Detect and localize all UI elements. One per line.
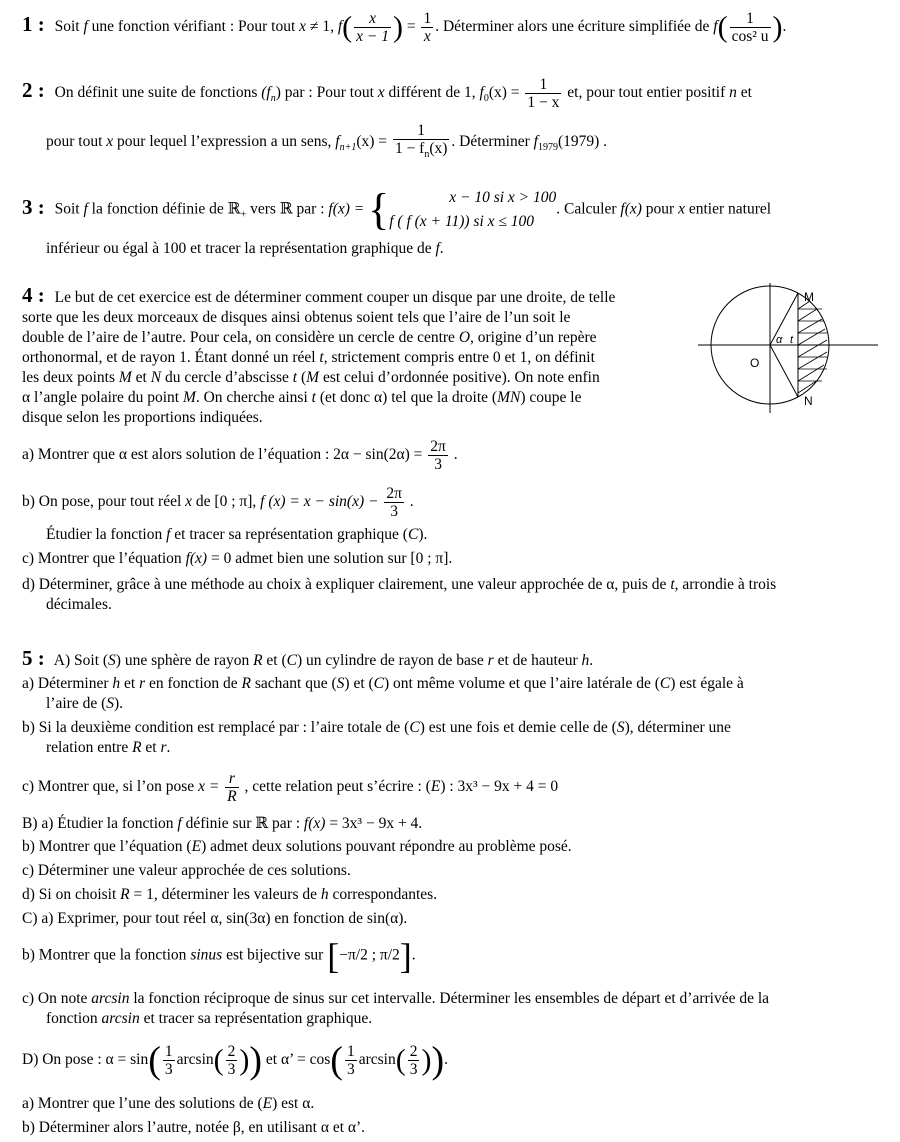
exercise-4-intro [22, 285, 692, 428]
ex2-fn1-frac [393, 122, 449, 163]
ex5-r: R [132, 739, 142, 756]
ex4-m: M [118, 369, 132, 386]
ex3-f: f [435, 240, 440, 257]
ex5-r: R [241, 675, 251, 692]
ex3-f: f [83, 200, 88, 218]
ex4-fx: f(x) [185, 550, 208, 567]
ex5-D [22, 1039, 448, 1082]
ex1-f2-num: 1 [730, 10, 771, 28]
ex5-interval: −π/2 ; π/2 [339, 946, 400, 964]
ex2-text: et, pour tout entier positif [563, 84, 730, 102]
paren-right: ) [239, 1043, 250, 1077]
ex2-fn: (f [261, 84, 271, 102]
ex4-text: Étudier la fonction [46, 526, 167, 543]
ex4-b-den: 3 [390, 503, 398, 520]
exercise-2-line-1 [22, 76, 752, 111]
ex5-text: est bijective sur [222, 946, 328, 964]
ex4-text: , arrondie à trois [674, 576, 777, 593]
ex2-f0-frac [525, 76, 561, 111]
ex4-t: t [311, 389, 316, 406]
ex3-x: x [678, 200, 685, 218]
ex5-text: b) Déterminer alors l’autre, notée β, en utilisant α et α’. [22, 1119, 366, 1136]
ex2-fn1-den-x: (x) [429, 140, 448, 157]
ex4-a-frac [428, 438, 448, 473]
ex4-m: M [182, 389, 196, 406]
ex5-r: r [487, 652, 494, 669]
ex4-b-text: b) On pose, pour tout réel [22, 493, 186, 511]
ex4-m: M [306, 369, 320, 386]
label-m: M [804, 290, 814, 304]
ex2-text: pour tout [46, 133, 107, 151]
ex4-t: t [670, 576, 675, 593]
ex4-text: orthonormal, et de rayon 1. Étant donné un réel [22, 349, 320, 366]
ex1-text: ≠ 1, [306, 18, 338, 36]
ex5-text: c) Montrer que, si l’on pose [22, 778, 199, 796]
ex2-text: . Déterminer [451, 133, 534, 151]
ex4-question-b-2 [46, 526, 427, 544]
ex4-text: les deux points [22, 369, 119, 386]
ex4-text: est celui d’ordonnée positive). On note enfin [319, 369, 600, 386]
ex2-x: x [377, 84, 385, 102]
ex5-text: et tracer sa représentation graphique. [139, 1010, 373, 1027]
ex1-rhs-num: 1 [423, 10, 432, 27]
ex5-B-a [22, 814, 422, 833]
ex5-text: et [120, 675, 140, 692]
paren-left: ( [342, 10, 353, 44]
ex5-s: S [108, 652, 116, 669]
ex5-text: ) une sphère de rayon [115, 652, 254, 669]
ex5-text: et [141, 739, 161, 756]
ex3-text: . Calculer [556, 200, 621, 218]
ex5-text: et α’ = cos [262, 1051, 331, 1069]
ex4-text: . On cherche ainsi [195, 389, 312, 406]
ex4-text: sorte que les deux morceaux de disques ainsi obtenus soient tels que l’aire de l’un soit le [22, 309, 571, 326]
ex5-text: relation entre [46, 739, 133, 756]
ex4-line [22, 408, 692, 428]
label-alpha: α [776, 334, 783, 346]
ex2-fn1: f [335, 133, 340, 151]
ex1-frac-num: x [354, 10, 391, 28]
ex4-b-end: . [405, 493, 414, 511]
exercise-5-number: 5 : [22, 646, 45, 670]
ex5-text: correspondantes. [328, 886, 438, 903]
ex4-text: ). [418, 526, 428, 543]
ex5-text: ). [114, 695, 124, 712]
ex5-c: C [659, 675, 671, 692]
ex5-text: ) ont même volume et que l’aire latérale de ( [384, 675, 660, 692]
ex5-text: sachant que ( [251, 675, 337, 692]
ex2-f1979: f [533, 133, 538, 151]
ex1-text: Soit [54, 18, 84, 36]
paren-left: ( [395, 1043, 406, 1077]
ex5-arcsin: arcsin [176, 1051, 214, 1069]
exercise-3-line-2 [46, 240, 444, 258]
exercise-1 [22, 10, 786, 45]
ex5-arcsin: arcsin [91, 990, 130, 1007]
ex5-a-2 [46, 695, 123, 713]
ex5-text: B) a) Étudier la fonction [22, 815, 178, 832]
ex5-text: fonction [46, 1010, 102, 1027]
exercise-2-line-2 [46, 122, 607, 163]
ex5-c-den: R [227, 788, 237, 805]
ex2-fn1x: (x) = [356, 133, 391, 151]
exercise-3-number: 3 : [22, 194, 45, 219]
label-t: t [790, 334, 794, 346]
ex3-fx: f(x) = [328, 200, 369, 218]
ex1-eq: = [402, 18, 420, 36]
paren-left: ( [330, 1039, 343, 1082]
ex2-text: par : Pour tout [280, 84, 378, 102]
exercise-2-number: 2 : [22, 78, 45, 103]
ex4-t: t [319, 349, 324, 366]
ex2-fn1-den-text: 1 − f [394, 140, 425, 157]
ex5-text: ) est une fois et demie celle de ( [419, 719, 617, 736]
ex4-o: O [458, 329, 471, 346]
ex4-n: N [150, 369, 162, 386]
ex4-b-x: x [185, 493, 193, 511]
paren-left: ( [717, 10, 728, 44]
ex5-text: d) Si on choisit [22, 886, 121, 903]
ex4-mn: MN [497, 389, 521, 406]
ex2-n: n [729, 84, 737, 102]
ex5-d-den: 3 [409, 1061, 418, 1078]
ex5-text: définie sur ℝ par : [181, 815, 304, 832]
ex5-text: la fonction réciproque de sinus sur cet intervalle. Déterminer les ensembles de départ et d’arrivée de la [129, 990, 770, 1007]
ex1-f2-den: cos² u [731, 28, 769, 45]
ex4-question-a [22, 438, 458, 473]
bracket-right: ] [399, 936, 412, 976]
ex3-case-2: f ( f (x + 11)) si x ≤ 100 [389, 213, 535, 230]
ex5-r: R [253, 652, 263, 669]
bracket-left: [ [327, 936, 340, 976]
ex5-s: S [616, 719, 625, 736]
ex4-text: ( [297, 369, 307, 386]
ex5-h: h [320, 886, 329, 903]
ex5-s: S [106, 695, 114, 712]
ex5-text: ) et ( [344, 675, 374, 692]
ex5-text: ) : 3x³ − 9x + 4 = 0 [440, 778, 559, 796]
ex4-b-fx: f (x) = x − sin(x) − [260, 493, 383, 511]
ex3-system [389, 186, 556, 234]
ex5-c: C [409, 719, 420, 736]
radius-om [770, 293, 798, 345]
ex5-text: ) est égale à [670, 675, 744, 692]
ex3-end: . [439, 240, 444, 257]
ex2-text: pour lequel l’expression a un sens, [113, 133, 336, 151]
system-brace: { [368, 185, 390, 234]
ex5-a-1 [22, 675, 744, 693]
ex5-text: . [444, 1051, 448, 1069]
ex2-fn1-den-sub: n [424, 149, 430, 161]
ex2-text: différent de 1, [384, 84, 480, 102]
ex5-C-c-2 [46, 1010, 372, 1028]
ex4-b-frac [384, 485, 404, 520]
ex5-c-num: r [225, 770, 238, 788]
ex5-d-den: 3 [346, 1061, 355, 1078]
ex3-text: vers ℝ par : [246, 200, 329, 218]
ex1-end: . [782, 18, 787, 36]
paren-right: ) [772, 10, 783, 44]
ex3-text: pour [641, 200, 679, 218]
ex4-c: C [407, 526, 419, 543]
ex5-text: l’aire de ( [46, 695, 107, 712]
ex3-text: la fonction définie de ℝ [87, 200, 241, 218]
ex5-r: R [120, 886, 130, 903]
ex5-d-num: 1 [346, 1043, 355, 1060]
ex2-f0-sub: 0 [483, 93, 489, 105]
ex5-d-num: 2 [227, 1043, 236, 1060]
ex5-r: r [139, 675, 146, 692]
ex4-text: d) Déterminer, grâce à une méthode au choix à expliquer clairement, une valeur approchée de α, puis de [22, 576, 671, 593]
ex1-fn: f [337, 18, 343, 36]
radius-on [770, 345, 798, 397]
ex5-text: b) Montrer que l’équation ( [22, 838, 192, 855]
ex5-text: . [411, 946, 416, 964]
ex2-text: et [736, 84, 752, 102]
ex5-r: r [160, 739, 167, 756]
exercise-3-line-1 [22, 186, 771, 234]
ex2-fn1-den [393, 140, 449, 163]
ex5-d-num: 1 [164, 1043, 173, 1060]
ex5-b-1 [22, 719, 731, 737]
paren-left: ( [213, 1043, 224, 1077]
ex4-question-c [22, 550, 452, 568]
ex3-text: inférieur ou égal à 100 et tracer la représentation graphique de [46, 240, 436, 257]
ex5-c: C [373, 675, 385, 692]
ex5-sinus: sinus [190, 946, 223, 964]
ex4-line [22, 308, 692, 328]
ex5-s: S [336, 675, 345, 692]
circle-figure [698, 283, 878, 413]
ex4-text: Le but de cet exercice est de déterminer comment couper un disque par une droite, de telle [54, 289, 616, 306]
ex5-text: b) Montrer que la fonction [22, 946, 191, 964]
ex5-c-1 [22, 770, 558, 805]
ex5-h: h [112, 675, 121, 692]
ex5-C-b [22, 936, 416, 976]
ex4-t: t [292, 369, 298, 386]
ex4-question-b [22, 485, 414, 520]
ex4-line [22, 368, 692, 388]
ex3-text: entier naturel [684, 200, 772, 218]
ex3-plus: + [240, 209, 247, 221]
ex2-fn-sub: n [270, 93, 276, 105]
ex5-b-2 [46, 739, 170, 757]
ex2-f0x: (x) = [488, 84, 524, 102]
ex5-d-frac-4 [408, 1043, 420, 1078]
ex1-rhs-frac [421, 10, 433, 45]
ex4-line [22, 348, 692, 368]
ex2-fn1-sub: n+1 [339, 142, 357, 154]
ex5-text: a) Montrer que l’une des solutions de ( [22, 1095, 263, 1112]
label-n: N [804, 394, 813, 408]
ex5-text: . [166, 739, 171, 756]
paren-right: ) [392, 10, 403, 44]
paren-right: ) [249, 1039, 263, 1082]
ex5-e: E [430, 778, 441, 796]
ex2-fn-close: ) [275, 84, 281, 102]
ex4-a-num: 2π [430, 438, 446, 455]
ex2-f1979x: (1979) . [557, 133, 608, 151]
ex4-text: , origine d’un repère [470, 329, 597, 346]
ex4-question-d-2 [46, 596, 112, 614]
paren-right: ) [421, 1043, 432, 1077]
ex4-text: c) Montrer que l’équation [22, 550, 186, 567]
ex5-h: h [581, 652, 590, 669]
ex5-d-den: 3 [227, 1061, 236, 1078]
ex4-text: du cercle d’abscisse [161, 369, 293, 386]
ex1-x: x [299, 18, 307, 36]
ex3-case-1: x − 10 si x > 100 [449, 189, 557, 206]
ex5-e: E [191, 838, 202, 855]
ex5-d-num: 2 [409, 1043, 418, 1060]
ex5-fx: f(x) [303, 815, 326, 832]
hatching [798, 301, 828, 393]
ex4-a-end: . [449, 446, 458, 464]
ex4-text: et tracer sa représentation graphique ( [170, 526, 408, 543]
ex5-text: = 3x³ − 9x + 4. [325, 815, 423, 832]
ex2-x: x [106, 133, 114, 151]
ex4-text: , strictement compris entre 0 et 1, on définit [323, 349, 595, 366]
ex5-D-a [22, 1095, 314, 1113]
ex1-frac-den: x − 1 [356, 28, 389, 45]
ex4-f: f [166, 526, 171, 543]
ex1-f: f [83, 18, 88, 36]
ex2-text: On définit une suite de fonctions [54, 84, 262, 102]
ex5-text: A) Soit ( [53, 652, 109, 669]
ex5-C-c-1 [22, 990, 769, 1008]
ex5-text: et de hauteur [493, 652, 582, 669]
ex5-c: C [286, 652, 297, 669]
ex4-text: et [131, 369, 151, 386]
ex4-line [22, 328, 692, 348]
ex5-c-frac [225, 770, 238, 805]
ex5-text: ), déterminer une [624, 719, 731, 736]
ex5-text: C) a) Exprimer, pour tout réel α, sin(3α) en fonction de sin(α). [22, 910, 408, 927]
ex4-text: disque selon les proportions indiquées. [22, 409, 263, 426]
ex4-text: décimales. [46, 596, 112, 613]
ex3-text: Soit [54, 200, 84, 218]
ex5-part-a [22, 646, 593, 671]
ex5-text: . [589, 652, 594, 669]
ex2-f0-den: 1 − x [527, 94, 560, 111]
paren-left: ( [148, 1039, 161, 1082]
exercise-4-number: 4 : [22, 283, 45, 307]
ex5-text: ) admet deux solutions pouvant répondre au problème posé. [201, 838, 572, 855]
ex5-d-frac-3 [345, 1043, 357, 1078]
ex5-text: D) On pose : α = sin [22, 1051, 149, 1069]
ex5-B-c [22, 862, 351, 880]
ex5-d-den: 3 [164, 1061, 173, 1078]
ex4-text: double de l’aire de l’autre. Pour cela, on considère un cercle de centre [22, 329, 459, 346]
ex5-B-d [22, 886, 437, 904]
ex1-f2: f [713, 18, 718, 36]
ex2-f0-num: 1 [525, 76, 561, 94]
ex4-text: ) coupe le [520, 389, 582, 406]
ex4-text: (et donc α) tel que la droite ( [315, 389, 498, 406]
exercise-1-number: 1 : [22, 12, 45, 37]
ex4-a-text: a) Montrer que α est alors solution de l’équation : 2α − sin(2α) = [22, 446, 427, 464]
ex5-x: x = [198, 778, 224, 796]
ex5-C-a [22, 910, 407, 928]
ex4-question-d [22, 576, 776, 594]
ex5-f: f [177, 815, 182, 832]
ex1-text: une fonction vérifiant : Pour tout [87, 18, 300, 36]
ex1-rhs-den: x [423, 28, 431, 45]
ex5-text: a) Déterminer [22, 675, 113, 692]
ex5-text: ) un cylindre de rayon de base [297, 652, 488, 669]
ex1-frac [354, 10, 391, 45]
ex3-fx2: f(x) [620, 200, 642, 218]
ex5-e: E [262, 1095, 273, 1112]
ex4-line [22, 388, 692, 408]
ex5-text: ) est α. [272, 1095, 315, 1112]
ex4-text: α l’angle polaire du point [22, 389, 183, 406]
ex5-text: = 1, déterminer les valeurs de [129, 886, 321, 903]
ex5-text: b) Si la deuxième condition est remplacé par : l’aire totale de ( [22, 719, 410, 736]
ex5-text: c) On note [22, 990, 92, 1007]
ex2-fn1-num: 1 [393, 122, 449, 140]
ex4-text: = 0 admet bien une solution sur [0 ; π]. [207, 550, 453, 567]
ex5-text: c) Déterminer une valeur approchée de ces solutions. [22, 862, 351, 879]
ex5-d-frac-1 [163, 1043, 175, 1078]
ex5-arcsin: arcsin [358, 1051, 396, 1069]
ex4-a-den: 3 [434, 456, 442, 473]
ex5-d-frac-2 [226, 1043, 238, 1078]
ex4-b-text: de [0 ; π], [192, 493, 261, 511]
ex5-arcsin: arcsin [101, 1010, 140, 1027]
ex1-text: . Déterminer alors une écriture simplifiée de [435, 18, 714, 36]
ex4-line [22, 285, 692, 308]
ex5-B-b [22, 838, 572, 856]
ex1-f2-frac [730, 10, 771, 45]
ex4-b-num: 2π [386, 485, 402, 502]
ex5-text: en fonction de [145, 675, 242, 692]
ex5-text: , cette relation peut s’écrire : ( [240, 778, 431, 796]
ex5-text: et ( [262, 652, 287, 669]
paren-right: ) [431, 1039, 445, 1082]
ex5-D-b [22, 1119, 365, 1137]
ex2-f1979-sub: 1979 [537, 142, 558, 154]
label-o: O [750, 356, 760, 370]
ex2-f0: f [479, 84, 484, 102]
